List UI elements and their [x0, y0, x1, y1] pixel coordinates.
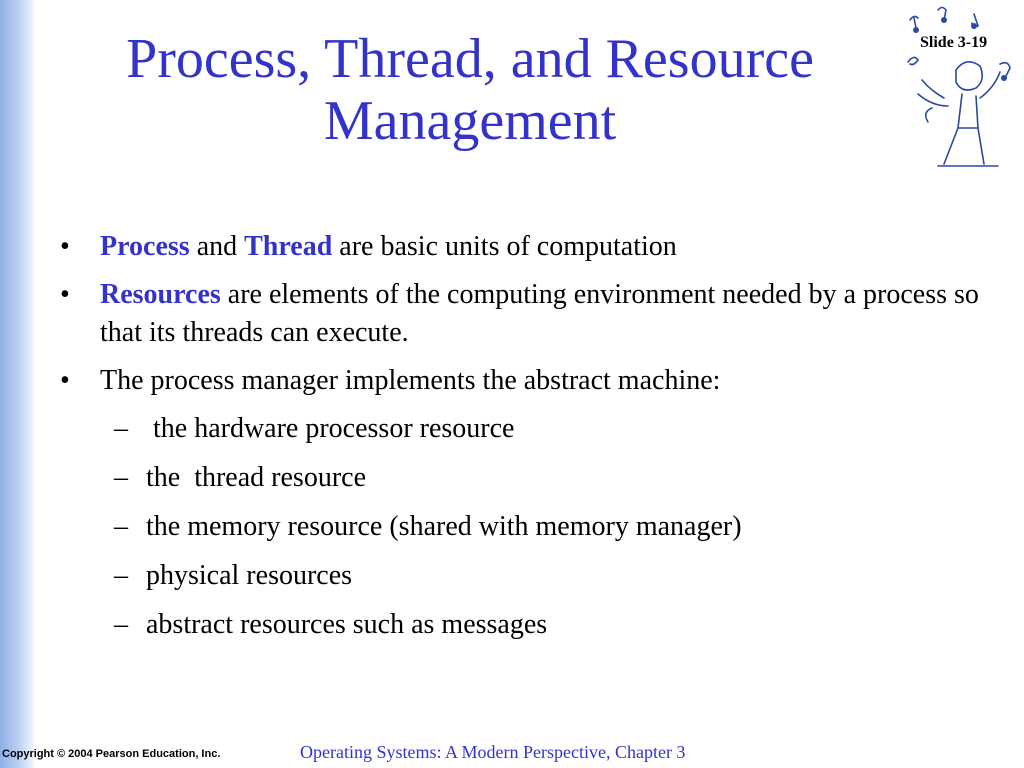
term-resources: Resources: [100, 279, 221, 310]
sub-bullet-mark: –: [114, 413, 128, 444]
bullet-text: are basic units of computation: [332, 231, 677, 262]
slide-title: Process, Thread, and Resource Management: [126, 28, 814, 152]
sub-bullet-text: the thread resource: [146, 462, 366, 493]
sub-bullet-item: [56, 410, 986, 448]
sub-bullet-mark: –: [114, 511, 128, 542]
copyright-notice: Copyright © 2004 Pearson Education, Inc.: [2, 748, 221, 760]
sub-bullet-item: [56, 606, 986, 644]
bullet-mark: •: [60, 231, 70, 262]
bullet-text: are elements of the computing environment needed by a process so that its threads can execute.: [100, 279, 979, 348]
sub-bullet-mark: –: [114, 609, 128, 640]
bullet-text: and: [189, 231, 245, 262]
bullet-text: The process manager implements the abstract machine:: [100, 365, 721, 396]
sub-bullet-text: abstract resources such as messages: [146, 609, 548, 640]
bullet-item: [56, 228, 986, 266]
footer-text: Operating Systems: A Modern Perspective, Chapter 3: [300, 742, 686, 762]
sub-bullet-text: physical resources: [146, 560, 353, 591]
sub-bullet-mark: –: [114, 462, 128, 493]
term-process: Process: [100, 231, 190, 262]
side-gradient-bar: [0, 0, 36, 768]
term-thread: Thread: [244, 231, 333, 262]
sub-bullet-item: [56, 459, 986, 497]
bullet-item: [56, 276, 986, 352]
sub-bullet-mark: –: [114, 560, 128, 591]
slide-number: Slide 3-19: [920, 34, 988, 51]
bullet-item: [56, 362, 986, 400]
bullet-list: [56, 228, 986, 655]
sub-bullet-text: the hardware processor resource: [146, 413, 515, 444]
sub-bullet-item: [56, 508, 986, 546]
music-conductor-icon: [898, 2, 1018, 172]
bullet-mark: •: [60, 365, 70, 396]
bullet-mark: •: [60, 279, 70, 310]
sub-bullet-item: [56, 557, 986, 595]
sub-bullet-text: the memory resource (shared with memory manager): [146, 511, 742, 542]
